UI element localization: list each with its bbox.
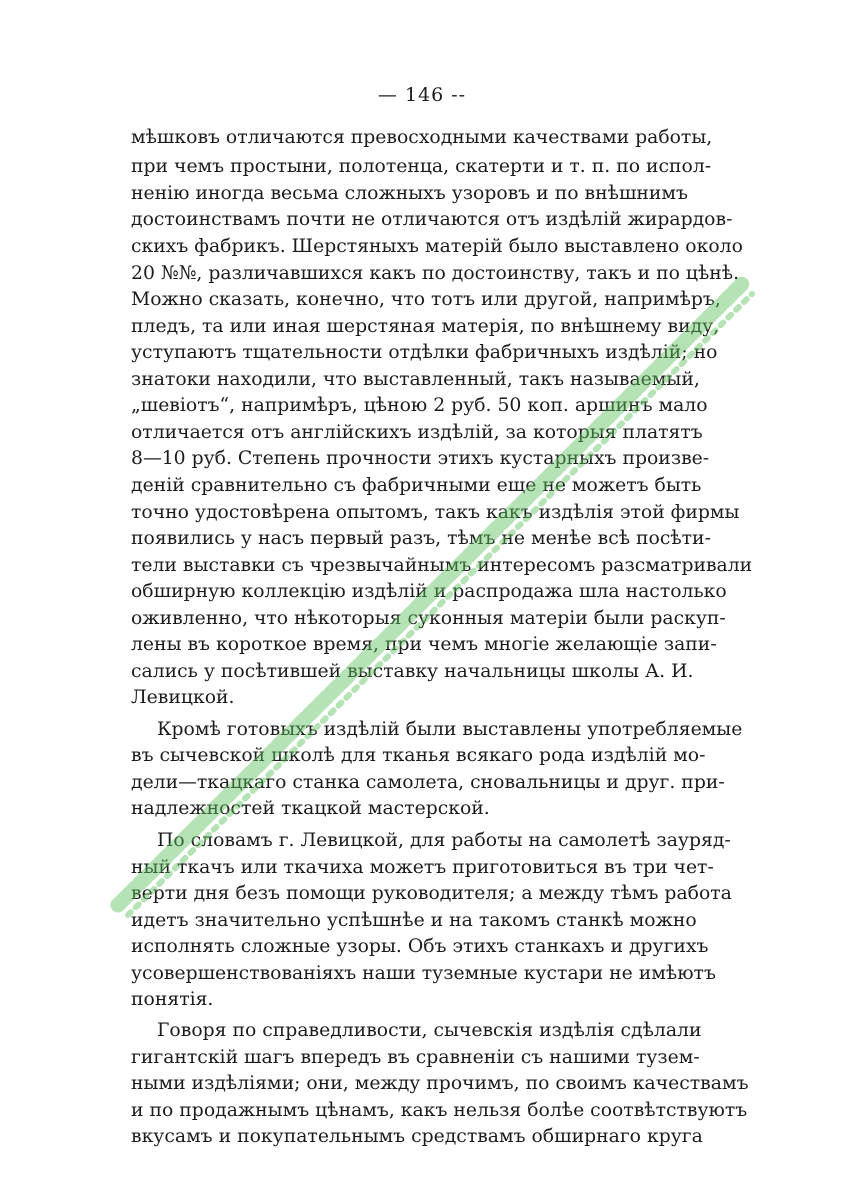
text-line: понятія. xyxy=(131,989,214,1010)
text-line: „шевіотъ“, напримѣръ, цѣною 2 руб. 50 коп. аршинъ мало xyxy=(131,395,708,416)
text-line: 8—10 руб. Степень прочности этихъ кустарныхъ произве- xyxy=(131,448,710,469)
text-line: уступаютъ тщательности отдѣлки фабричныхъ издѣлій; но xyxy=(131,342,718,363)
text-line: обширную коллекцію издѣлій и распродажа шла настолько xyxy=(131,581,727,602)
text-line: пледъ, та или иная шерстяная матерія, по внѣшнему виду, xyxy=(131,316,720,337)
text-line: знатоки находили, что выставленный, такъ называемый, xyxy=(131,369,700,390)
text-line: лены въ короткое время, при чемъ многіе желающіе запи- xyxy=(131,634,717,655)
text-line: достоинствамъ почти не отличаются отъ издѣлій жирардов- xyxy=(131,209,733,230)
text-line: вкусамъ и покупательнымъ средствамъ обширнаго круга xyxy=(131,1126,703,1147)
text-line: ный ткачъ или ткачиха можетъ приготовиться въ три чет- xyxy=(131,857,714,878)
text-line: гигантскій шагъ впередъ въ сравненіи съ нашими тузем- xyxy=(131,1047,700,1068)
text-line: Кромѣ готовыхъ издѣлій были выставлены употребляемые xyxy=(157,719,743,740)
text-line: усовершенствованіяхъ наши туземные кустари не имѣютъ xyxy=(131,963,716,984)
text-line: появились у насъ первый разъ, тѣмъ не менѣе всѣ посѣти- xyxy=(131,528,711,549)
text-line: при чемъ простыни, полотенца, скатерти и т. п. по испол- xyxy=(131,156,712,177)
text-line: тели выставки съ чрезвычайнымъ интересомъ разсматривали xyxy=(131,555,753,576)
text-line: Левицкой. xyxy=(131,687,235,708)
text-line: ненію иногда весьма сложныхъ узоровъ и по внѣшнимъ xyxy=(131,183,688,204)
text-line: деній сравнительно съ фабричными еще не можетъ быть xyxy=(131,475,702,496)
text-line: дели—ткацкаго станка самолета, сновальницы и друг. при- xyxy=(131,772,725,793)
text-line: мѣшковъ отличаются превосходными качествами работы, xyxy=(131,127,713,148)
text-line: скихъ фабрикъ. Шерстяныхъ матерій было выставлено около xyxy=(131,236,743,257)
text-line: надлежностей ткацкой мастерской. xyxy=(131,798,490,819)
text-line: отличается отъ англійскихъ издѣлій, за которыя платятъ xyxy=(131,422,703,443)
text-line: По словамъ г. Левицкой, для работы на самолетѣ зауряд- xyxy=(157,830,731,851)
text-line: сались у посѣтившей выставку начальницы школы А. И. xyxy=(131,661,694,682)
text-line: оживленно, что нѣкоторыя суконныя матеріи были раскуп- xyxy=(131,608,726,629)
text-line: верти дня безъ помощи руководителя; а между тѣмъ работа xyxy=(131,883,732,904)
text-line: Можно сказать, конечно, что тотъ или другой, напримѣръ, xyxy=(131,289,721,310)
text-line: идетъ значительно успѣшнѣе и на такомъ станкѣ можно xyxy=(131,910,697,931)
text-line: и по продажнымъ цѣнамъ, какъ нельзя болѣе соотвѣтствуютъ xyxy=(131,1100,748,1121)
text-line: въ сычевской школѣ для тканья всякаго рода издѣлій мо- xyxy=(131,745,706,766)
text-line: Говоря по справедливости, сычевскія издѣлія сдѣлали xyxy=(157,1020,702,1041)
text-line: ными издѣліями; они, между прочимъ, по своимъ качествамъ xyxy=(131,1073,749,1094)
text-line: точно удостовѣрена опытомъ, такъ какъ издѣлія этой фирмы xyxy=(131,502,740,523)
text-line: 20 №№, различавшихся какъ по достоинству, такъ и по цѣнѣ. xyxy=(131,263,740,284)
text-line: исполнять сложные узоры. Объ этихъ станкахъ и другихъ xyxy=(131,936,709,957)
page-number: — 146 -- xyxy=(377,84,467,106)
